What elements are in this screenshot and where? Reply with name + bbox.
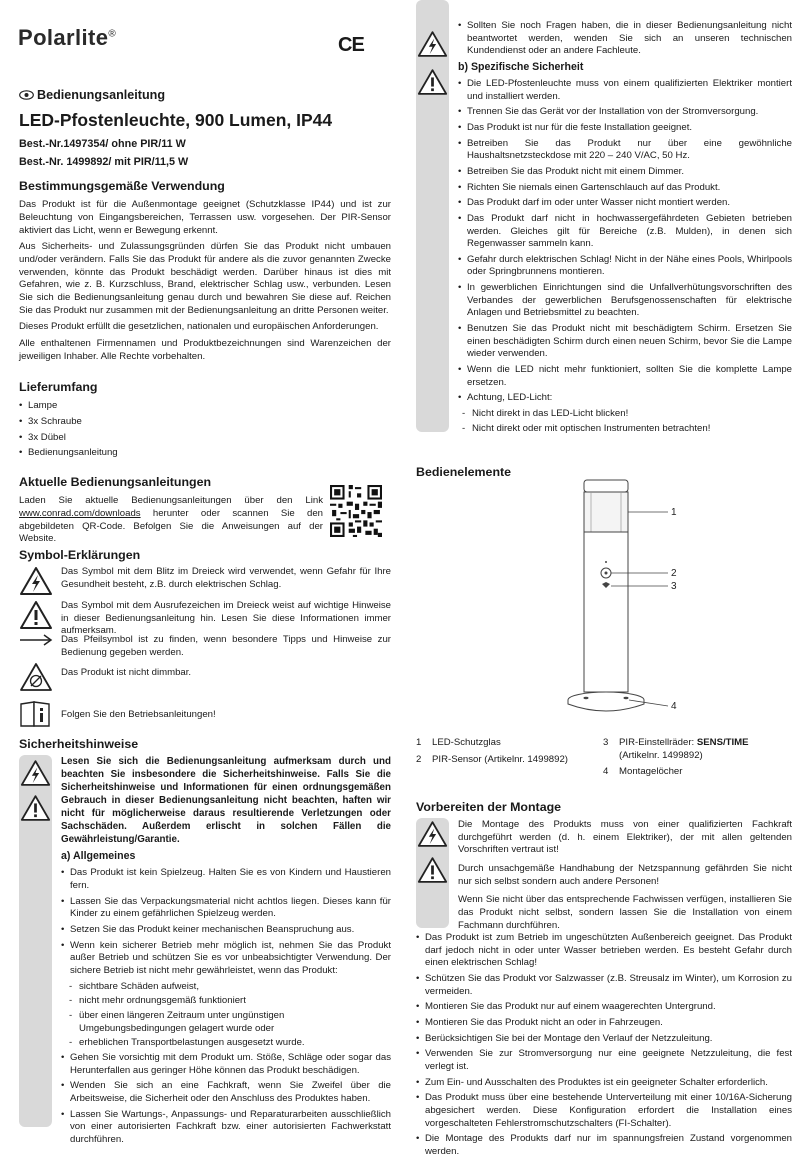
ce-mark: CE <box>338 34 364 56</box>
callout-3: 3 <box>671 581 677 592</box>
list-item: - nicht mehr ordnungsgemäß funktioniert <box>65 995 391 1008</box>
exclamation-warning-icon <box>417 856 448 884</box>
section-heading: Bestimmungsgemäße Verwendung <box>19 179 225 193</box>
list-item: • Das Produkt ist zum Betrieb im ungeschützten Außenbereich geeignet. Das Produkt darf jedoch nicht in oder unter Wasser betrieben werden. Es besteht Gefahr durch einen elektrischen Schlag! <box>416 932 792 970</box>
paragraph: Das Produkt ist für die Außenmontage geeignet (Schutzklasse IP44) und ist zur Beleuchtung von Eingangsbereichen, Terrassen usw. vorgesehen. Der PIR-Sensor aktiviert das Licht, wenn er Bewegung erkennt. <box>19 199 391 236</box>
legend-item: 2 PIR-Sensor (Artikelnr. 1499892) <box>416 753 568 765</box>
order-number-1: Best.-Nr.1497354/ ohne PIR/11 W <box>19 137 186 150</box>
legend-left <box>416 737 606 766</box>
arrow-right-icon <box>19 634 53 646</box>
list-item: - sichtbare Schäden aufweist, <box>65 981 391 994</box>
list-item: • Gefahr durch elektrischen Schlag! Nicht in der Nähe eines Pools, Whirlpools oder Springbrunnens montieren. <box>458 254 792 279</box>
list-item: • Wenn die LED nicht mehr funktioniert, sollten Sie die komplette Lampe ersetzen. <box>458 364 792 389</box>
list-item: • In gewerblichen Einrichtungen sind die Unfallverhütungsvorschriften des Verbandes der gewerblichen Berufsgenossenschaften für elektrische Anlagen und Betriebsmittel zu beachten. <box>458 282 792 320</box>
list-item: • Lassen Sie Wartungs-, Anpassungs- und Reparaturarbeiten ausschließlich von einer autorisierten Fachkraft bzw. einer autorisierten Fachwerkstatt durchführen. <box>61 1109 391 1147</box>
exclamation-warning-icon <box>417 68 448 96</box>
list-item: • Lampe <box>19 400 391 413</box>
section-heading: Lieferumfang <box>19 380 98 394</box>
list-item: • Achtung, LED-Licht: <box>458 392 792 405</box>
callout-1: 1 <box>671 507 677 518</box>
eye-icon <box>19 90 34 100</box>
lightning-warning-icon <box>19 566 53 596</box>
symbol-description: Das Produkt ist nicht dimmbar. <box>61 667 192 678</box>
section-heading: Bedienelemente <box>416 465 512 479</box>
manuals-text: Laden Sie aktuelle Bedienungsanleitungen über den Link www.conrad.com/downloads herunter oder scannen Sie den abgebildeten QR-Code. Befolgen Sie die Anweisungen auf der Website. <box>19 495 323 545</box>
section-safety <box>19 736 391 757</box>
section-intended-use <box>19 178 391 367</box>
brand-logo: Polarlite® <box>18 25 117 50</box>
legend-item: 4 Montagelöcher <box>603 766 683 778</box>
list-item: • Das Produkt muss über eine bestehende Unterverteilung mit einer 10/16A-Sicherung abgesichert werden. Diese Konfiguration erfordert die Installation eines vorgeschalteten Fehlerstromschutzschalters (FI-Schalter). <box>416 1092 792 1130</box>
list-item: - über einen längeren Zeitraum unter ungünstigen Umgebungsbedingungen gelagert wurde oder <box>65 1010 391 1035</box>
list-item: • Betreiben Sie das Produkt nur über eine gewöhnliche Haushaltsnetzsteckdose mit 220 – 240 V/AC, 50 Hz. <box>458 138 792 163</box>
legend-item-note: (Artikelnr. 1499892) <box>619 749 703 761</box>
exclamation-warning-icon <box>19 600 53 630</box>
legend-item: 1 LED-Schutzglas <box>416 737 501 748</box>
list-item: • Das Produkt darf nicht in hochwassergefährdeten Gebieten betrieben werden. Gleiches gilt für Bereiche (z.B. Mulden), in denen sich Regenwasser sammeln kann. <box>458 213 792 251</box>
downloads-link[interactable]: www.conrad.com/downloads <box>19 508 141 520</box>
product-diagram <box>556 478 686 718</box>
list-item: • Zum Ein- und Ausschalten des Produktes ist ein geeigneter Schalter erforderlich. <box>416 1077 792 1090</box>
paragraph: Alle enthaltenen Firmennamen und Produktbezeichnungen sind Warenzeichen der jeweiligen Inhaber. Alle Rechte vorbehalten. <box>19 337 391 362</box>
page-title: LED-Pfostenleuchte, 900 Lumen, IP44 <box>19 109 333 130</box>
lightning-warning-icon <box>417 30 448 58</box>
not-dimmable-icon <box>19 662 53 692</box>
list-item: • Benutzen Sie das Produkt nicht mit beschädigtem Schirm. Ersetzen Sie einen beschädigten Schirm durch einen neuen Schirm, bevor Sie die Lampe wieder verwenden. <box>458 323 792 361</box>
safety-content <box>61 756 391 1150</box>
qr-code-icon <box>330 485 382 537</box>
safety-content-continued <box>458 20 792 437</box>
symbol-description: Das Symbol mit dem Ausrufezeichen im Dreieck weist auf wichtige Hinweise in dieser Bedienungsanleitung hin. Lesen Sie diese Informationen immer aufmerksam. <box>61 600 391 637</box>
callout-4: 4 <box>671 701 677 712</box>
section-heading: Sicherheitshinweise <box>19 737 139 751</box>
list-item: • Das Produkt ist kein Spielzeug. Halten Sie es von Kindern und Haustieren fern. <box>61 867 391 892</box>
lightning-warning-icon <box>417 820 448 848</box>
warning-text: Durch unsachgemäße Handhabung der Netzspannung gefährden Sie nicht nur sich selbst sondern auch andere Personen! <box>458 862 792 887</box>
list-item: • Richten Sie niemals einen Gartenschlauch auf das Produkt. <box>458 182 792 195</box>
list-item: • Montieren Sie das Produkt nur auf einem waagerechten Untergrund. <box>416 1001 792 1014</box>
manual-label: Bedienungsanleitung <box>19 87 391 104</box>
exclamation-warning-icon <box>20 794 51 822</box>
list-item: • Das Produkt darf im oder unter Wasser nicht montiert werden. <box>458 197 792 210</box>
list-item: • Trennen Sie das Gerät vor der Installation von der Stromversorgung. <box>458 106 792 119</box>
list-item: • Setzen Sie das Produkt keiner mechanischen Beanspruchung aus. <box>61 924 391 937</box>
list-item: • Die Montage des Produkts darf nur im spannungsfreien Zustand vorgenommen werden. <box>416 1133 792 1158</box>
symbol-description: Das Symbol mit dem Blitz im Dreieck wird verwendet, wenn Gefahr für Ihre Gesundheit besteht, z.B. durch elektrischen Schlag. <box>61 566 391 590</box>
list-item: • Gehen Sie vorsichtig mit dem Produkt um. Stöße, Schläge oder sogar das Herunterfallen aus geringer Höhe können das Produkt beschädigen. <box>61 1052 391 1077</box>
list-item: • Bedienungsanleitung <box>19 447 391 460</box>
section-heading: Aktuelle Bedienungsanleitungen <box>19 475 212 489</box>
warning-text: Wenn Sie nicht über das entsprechende Fachwissen verfügen, installieren Sie das Produkt nicht selbst, sondern lassen Sie die Installation von einem Fachmann durchführen. <box>458 894 792 931</box>
list-item: • Verwenden Sie zur Stromversorgung nur eine geeignete Netzzuleitung, die fest verlegt ist. <box>416 1048 792 1073</box>
list-item: • Sollten Sie noch Fragen haben, die in dieser Bedienungsanleitung nicht beantwortet werden, wenden Sie sich an unseren technischen Kundendienst oder an andere Fachleute. <box>458 20 792 58</box>
read-manual-icon <box>19 700 51 728</box>
symbol-description: Das Pfeilsymbol ist zu finden, wenn besondere Tipps und Hinweise zur Bedienung gegeben werden. <box>61 634 391 658</box>
section-heading: Vorbereiten der Montage <box>416 800 562 814</box>
section-scope <box>19 379 391 463</box>
mounting-list <box>416 932 792 1162</box>
lightning-warning-icon <box>20 759 51 787</box>
list-item: • Wenden Sie sich an eine Fachkraft, wenn Sie Zweifel über die Arbeitsweise, die Sicherheit oder den Anschluss des Produktes haben. <box>61 1080 391 1105</box>
list-item: • Betreiben Sie das Produkt nicht mit einem Dimmer. <box>458 166 792 179</box>
list-item: • Berücksichtigen Sie bei der Montage den Verlauf der Netzzuleitung. <box>416 1033 792 1046</box>
list-item: • Die LED-Pfostenleuchte muss von einem qualifizierten Elektriker montiert und installiert werden. <box>458 78 792 103</box>
list-item: • 3x Dübel <box>19 432 391 445</box>
list-item: • 3x Schraube <box>19 416 391 429</box>
list-item: • Montieren Sie das Produkt nicht an oder in Fahrzeugen. <box>416 1017 792 1030</box>
legend-item: 3 PIR-Einstellräder: SENS/TIME <box>603 737 749 748</box>
order-number-2: Best.-Nr. 1499892/ mit PIR/11,5 W <box>19 155 189 168</box>
warning-sidebar <box>416 0 449 432</box>
warning-text: Die Montage des Produkts muss von einer qualifizierten Fachkraft durchgeführt werden (d. h. einem Elektriker), der mit allen geltenden Vorschriften vertraut ist! <box>458 819 792 856</box>
subsection-heading: b) Spezifische Sicherheit <box>458 60 584 73</box>
symbol-description: Folgen Sie den Betriebsanleitungen! <box>61 709 216 720</box>
list-item: • Wenn kein sicherer Betrieb mehr möglich ist, nehmen Sie das Produkt außer Betrieb und schützen Sie es vor unbeabsichtigter Verwendung. Der sichere Betrieb ist nicht mehr gewährleistet, wenn das Produkt: <box>61 940 391 978</box>
list-item: - Nicht direkt oder mit optischen Instrumenten betrachten! <box>458 423 792 436</box>
section-heading: Symbol-Erklärungen <box>19 548 141 562</box>
list-item: • Lassen Sie das Verpackungsmaterial nicht achtlos liegen. Dieses kann für Kinder zu einem gefährlichen Spielzeug werden. <box>61 896 391 921</box>
paragraph: Aus Sicherheits- und Zulassungsgründen dürfen Sie das Produkt nicht umbauen und/oder verändern. Falls Sie das Produkt für andere als die zuvor genannten Zwecke verwenden, könnte das Produkt beschädigt werden. Darüber hinaus ist dies mit Gefahren, wie z. B. Kurzschluss, Brand, elektrischer Schlag usw., verbunden. Lesen Sie sich die Bedienungsanleitung genau durch und bewahren Sie diese auf. Reichen Sie das Produkt nur zusammen mit der Bedienungsanleitung an dritte Personen weiter. <box>19 241 391 316</box>
mounting-warnings <box>458 819 792 936</box>
callout-2: 2 <box>671 568 677 579</box>
subsection-heading: a) Allgemeines <box>61 850 136 863</box>
list-item: - Nicht direkt in das LED-Licht blicken! <box>458 408 792 421</box>
list-item: • Schützen Sie das Produkt vor Salzwasser (z.B. Streusalz im Winter), um Korrosion zu vermeiden. <box>416 973 792 998</box>
list-item: • Das Produkt ist nur für die feste Installation geeignet. <box>458 122 792 135</box>
legend-right <box>603 737 793 779</box>
list-item: - erheblichen Transportbelastungen ausgesetzt wurde. <box>65 1037 391 1050</box>
safety-intro: Lesen Sie sich die Bedienungsanleitung aufmerksam durch und beachten Sie insbesondere die Sicherheitshinweise. Falls Sie die Sicherheitshinweise und Informationen für einen ordnungsgemäßen Gebrauch in dieser Bedienungsanleitung nicht beachten, haften wir nicht für möglicherweise daraus resultierende Verletzungen oder Sachschäden. Außerdem erlischt in solchen Fällen die Gewährleistung/Garantie. <box>61 756 391 845</box>
paragraph: Dieses Produkt erfüllt die gesetzlichen, nationalen und europäischen Anforderungen. <box>19 321 379 333</box>
